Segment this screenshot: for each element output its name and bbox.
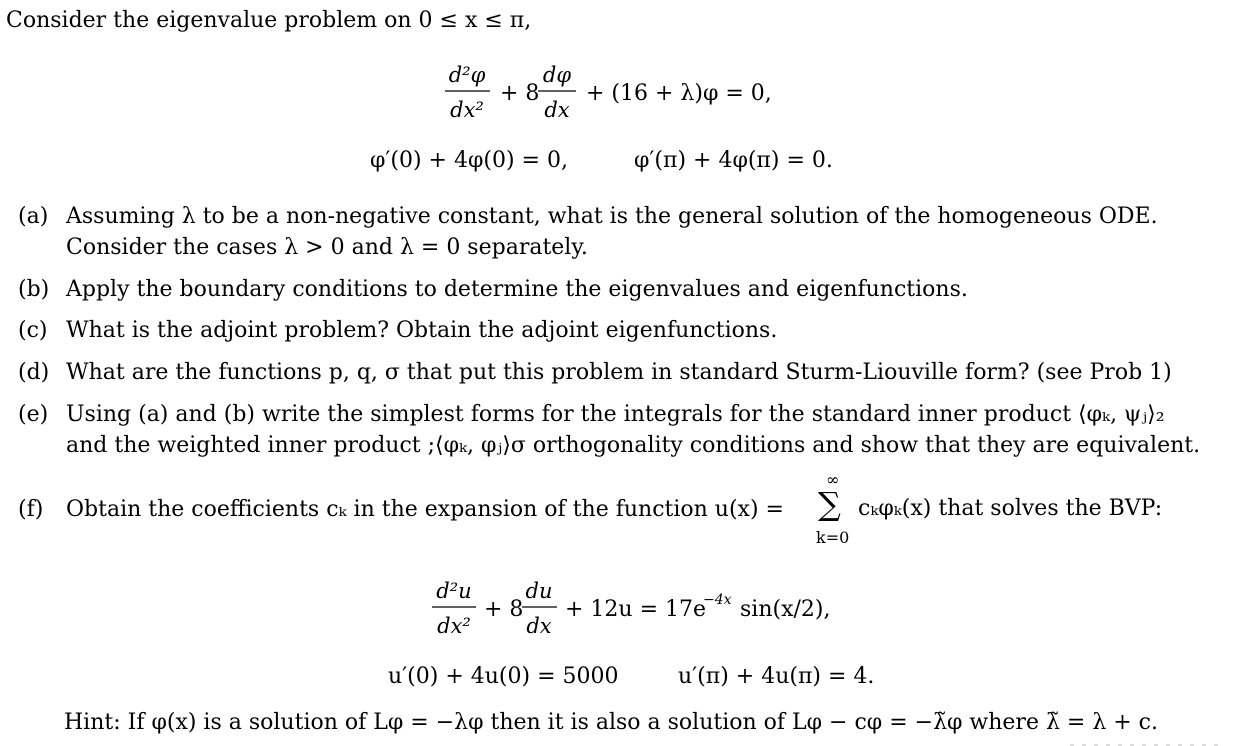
ode-d2phi-numerator: d²φ (448, 63, 486, 87)
part-a-line1: Assuming λ to be a non-negative constant, what is the general solution of the homogeneous ODE. (66, 204, 1158, 229)
bvp-du-denominator: dx (526, 614, 552, 638)
bvp-bc-right: u′(π) + 4u(π) = 4. (678, 664, 875, 689)
bvp-rest-pre: + 12u = 17e (565, 597, 707, 622)
part-d-line1: What are the functions p, q, σ that put this problem in standard Sturm-Liouville form? (see Prob 1) (66, 360, 1172, 385)
part-b-line1: Apply the boundary conditions to determine the eigenvalues and eigenfunctions. (66, 277, 968, 302)
bvp-rest-post: sin(x/2), (740, 597, 831, 622)
bvp-bc-left: u′(0) + 4u(0) = 5000 (388, 664, 619, 689)
bc-right: φ′(π) + 4φ(π) = 0. (634, 148, 833, 173)
part-f-sum-term: cₖφₖ(x) that solves the BVP: (858, 496, 1163, 521)
part-d-label: (d) (18, 360, 50, 385)
part-a-line2: Consider the cases λ > 0 and λ = 0 separately. (66, 235, 588, 260)
cut-off-next-line (1070, 742, 1220, 746)
bvp-du-numerator: du (525, 579, 553, 603)
part-e-line1: Using (a) and (b) write the simplest forms for the integrals for the standard inner product ⟨φₖ, ψⱼ⟩₂ (66, 402, 1165, 427)
part-b-label: (b) (18, 277, 50, 302)
part-c-label: (c) (18, 318, 48, 343)
part-c-line1: What is the adjoint problem? Obtain the adjoint eigenfunctions. (66, 318, 778, 343)
bc-left: φ′(0) + 4φ(0) = 0, (370, 148, 568, 173)
sum-symbol: ∑ (818, 485, 841, 523)
ode-d2phi-denominator: dx² (450, 98, 484, 122)
ode-plus8: + 8 (500, 81, 540, 106)
sum-lower-limit: k=0 (816, 528, 850, 547)
sum-upper-limit: ∞ (826, 470, 840, 489)
intro-text: Consider the eigenvalue problem on 0 ≤ x ≤ π, (6, 8, 532, 33)
part-e-label: (e) (18, 402, 49, 427)
part-f-label: (f) (18, 497, 44, 522)
hint-text: Hint: If φ(x) is a solution of Lφ = −λφ then it is also a solution of Lφ − cφ = −λ̃φ where λ̃ = λ + c. (64, 710, 1158, 735)
ode-dphi-numerator: dφ (542, 63, 572, 87)
bvp-d2u-denominator: dx² (437, 614, 471, 638)
bvp-exponent: −4x (703, 592, 732, 608)
summation (818, 472, 858, 552)
part-f-line1: Obtain the coefficients cₖ in the expansion of the function u(x) = (66, 497, 784, 522)
bvp-plus8: + 8 (484, 597, 524, 622)
part-a-label: (a) (18, 204, 49, 229)
bvp-equation (426, 574, 866, 644)
ode-rest: + (16 + λ)φ = 0, (586, 81, 772, 106)
bvp-d2u-numerator: d²u (436, 579, 472, 603)
part-e-line2: and the weighted inner product ;⟨φₖ, φⱼ⟩σ orthogonality conditions and show that they are equivalent. (66, 433, 1201, 458)
ode-dphi-denominator: dx (544, 98, 570, 122)
ode-equation (440, 58, 800, 128)
